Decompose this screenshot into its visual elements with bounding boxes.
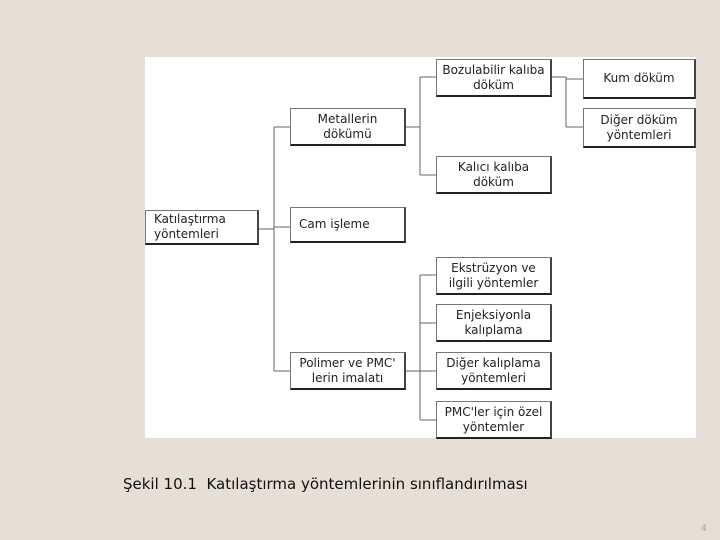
node-extrusion: Ekstrüzyon ve ilgili yöntemler [436, 257, 552, 295]
node-solidification-processes: Katılaştırma yöntemleri [145, 210, 259, 245]
figure-caption: Şekil 10.1 Katılaştırma yöntemlerinin sınıflandırılması [123, 475, 528, 493]
node-pmc-special-processes: PMC'ler için özel yöntemler [436, 401, 552, 439]
node-polymer-pmc-processing: Polimer ve PMC' lerin imalatı [290, 352, 406, 390]
node-sand-casting: Kum döküm [583, 59, 696, 99]
node-expendable-mold-casting: Bozulabilir kalıba döküm [436, 59, 552, 97]
node-metal-casting: Metallerin dökümü [290, 108, 406, 146]
page-number: 4 [701, 524, 707, 534]
node-other-molding: Diğer kalıplama yöntemleri [436, 352, 552, 390]
node-glass-working: Cam işleme [290, 207, 406, 243]
node-other-casting: Diğer döküm yöntemleri [583, 108, 696, 148]
node-injection-molding: Enjeksiyonla kalıplama [436, 304, 552, 342]
node-permanent-mold-casting: Kalıcı kalıba döküm [436, 156, 552, 194]
